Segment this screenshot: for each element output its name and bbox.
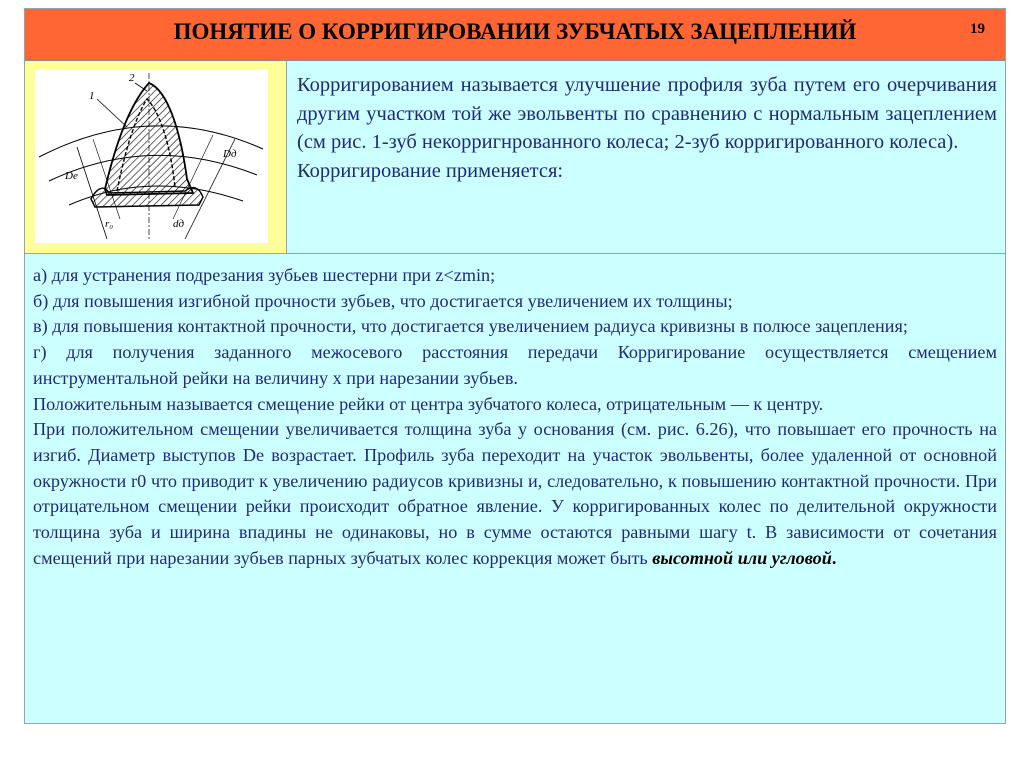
slide [24, 8, 1006, 724]
main-paragraph-text: При положительном смещении увеличивается толщина зуба у основания (см. рис. 6.26), что повышает его прочность на изгиб. Диаметр выступов De возрастает. Профиль зуба переходит на участок эвольвенты, более удаленной от основной окружности r0 что приводит к увеличению радиусов кривизны и, следовательно, к повышению контактной прочности. При отрицательном смещении рейки происходит обратное явление. У корригированных колес по делительной окружности толщина зуба и ширина впадины не одинаковы, но в сумме остаются равными шагу t. В зависимости от сочетания смещений при нарезании зубьев парных зубчатых колес коррекция может быть [33, 419, 997, 568]
label-dd: dд [173, 218, 185, 230]
definition-paragraph: Корригированием называется улучшение профиля зуба путем его очерчивания другим участком той же эвольвенты по сравнению с нормальным зацеплением (см рис. 1-зуб некорригнрованного колеса; 2-зуб корригированного колеса). [297, 74, 997, 153]
label-De: De [65, 170, 78, 182]
list-item-b: б) для повышения изгибной прочности зубьев, что достигается увеличением их толщины; [33, 290, 733, 311]
body-text [33, 263, 997, 571]
page-title: ПОНЯТИЕ О КОРРИГИРОВАНИИ ЗУБЧАТЫХ ЗАЦЕПЛЕНИЙ [173, 19, 857, 44]
main-paragraph [33, 417, 997, 571]
definition-text [297, 71, 997, 185]
gear-tooth-drawing [35, 69, 268, 243]
label-2: 2 [129, 72, 135, 84]
list-item-v: в) для повышения контактной прочности, что достигается увеличением радиуса кривизны в полюсе зацепления; [33, 316, 908, 337]
gear-tooth-figure [35, 69, 268, 243]
positive-shift-definition: Положительным называется смещение рейки от центра зубчатого колеса, отрицательным — к центру. [33, 393, 824, 414]
figure-cell [25, 61, 287, 254]
end-mark: . [831, 547, 837, 568]
list-item-g: г) для получения заданного межосевого расстояния передачи Корригирование осуществляется смещением инструментальной рейки на величину х при нарезании зубьев. [33, 342, 997, 388]
label-1: 1 [89, 90, 95, 102]
label-r0: r₀ [105, 218, 114, 230]
emphasis-text: высотной или угловой [652, 547, 832, 568]
label-Dd: Dд [223, 148, 237, 160]
list-item-a: а) для устранения подрезания зубьев шестерни при z<zmin; [33, 265, 496, 285]
application-heading: Корригирование применяется: [297, 159, 564, 182]
header-bar [25, 9, 1005, 61]
divider [25, 253, 1005, 254]
slide-number: 19 [970, 21, 985, 37]
